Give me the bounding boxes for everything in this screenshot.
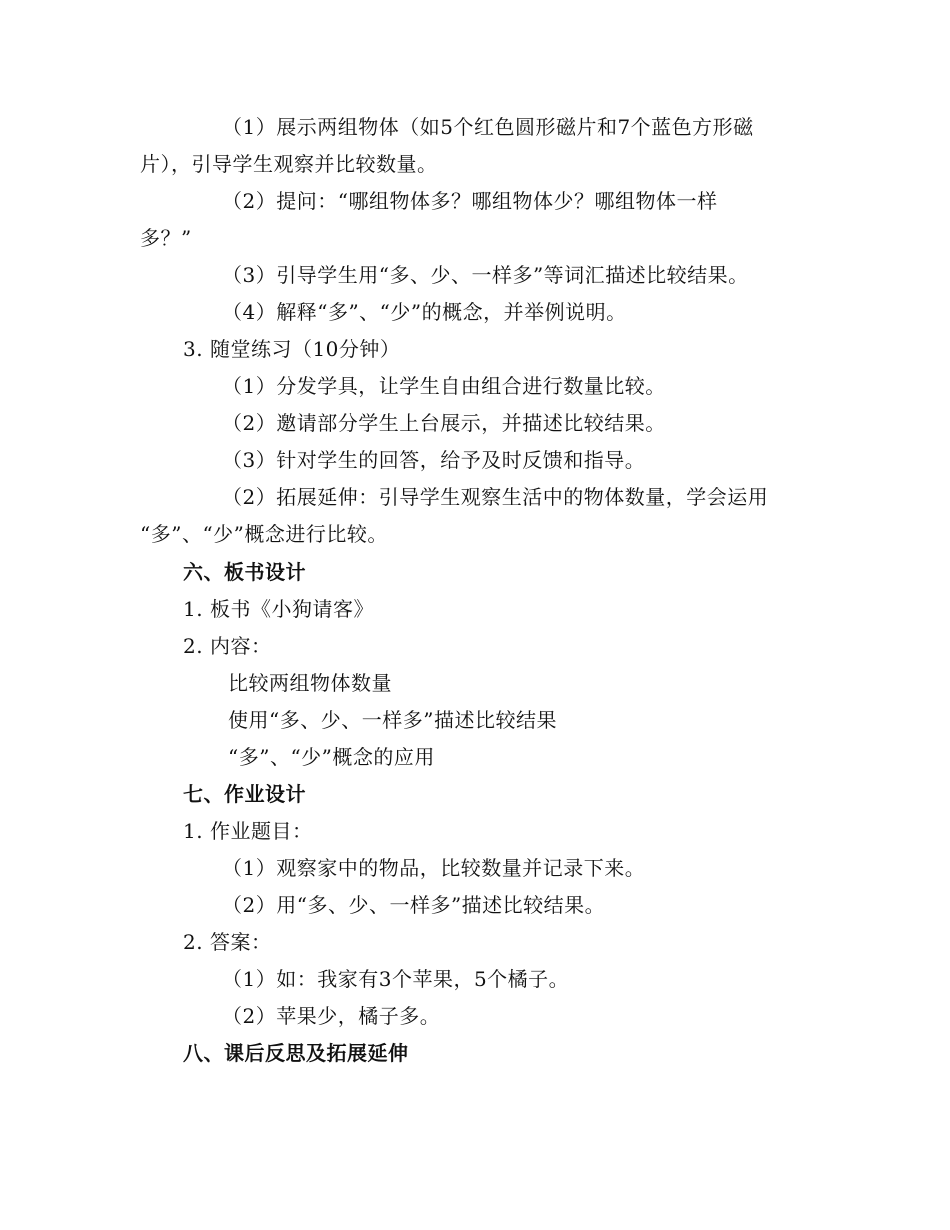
text-line: （1）分发学具，让学生自由组合进行数量比较。 <box>222 374 666 398</box>
section-heading: 七、作业设计 <box>183 782 306 806</box>
section-heading: 六、板书设计 <box>183 560 306 584</box>
text-line: （4）解释“多”、“少”的概念，并举例说明。 <box>222 300 627 324</box>
text-line: （2）提问：“哪组物体多？哪组物体少？哪组物体一样 <box>222 189 718 213</box>
list-item: 3. 随堂练习（10分钟） <box>183 337 401 361</box>
text-line: （2）拓展延伸：引导学生观察生活中的物体数量，学会运用 <box>222 485 769 509</box>
text-line: “多”、“少”概念的应用 <box>228 745 435 769</box>
section-heading: 八、课后反思及拓展延伸 <box>183 1041 409 1065</box>
text-line: （1）展示两组物体（如5个红色圆形磁片和7个蓝色方形磁 <box>222 115 754 139</box>
text-line: （1）观察家中的物品，比较数量并记录下来。 <box>222 856 646 880</box>
text-line: （1）如：我家有3个苹果，5个橘子。 <box>222 967 570 991</box>
text-line: 比较两组物体数量 <box>228 671 392 695</box>
text-line: （2）用“多、少、一样多”描述比较结果。 <box>222 893 606 917</box>
list-item: 1. 板书《小狗请客》 <box>183 597 374 621</box>
text-line: （3）引导学生用“多、少、一样多”等词汇描述比较结果。 <box>222 263 749 287</box>
list-item: 2. 内容： <box>183 634 272 658</box>
text-line: 多？” <box>140 226 192 250</box>
list-item: 2. 答案： <box>183 930 272 954</box>
list-item: 1. 作业题目： <box>183 819 313 843</box>
text-line: 片），引导学生观察并比较数量。 <box>140 152 438 176</box>
text-line: 使用“多、少、一样多”描述比较结果 <box>228 708 557 732</box>
text-line: （2）苹果少，橘子多。 <box>222 1004 441 1028</box>
text-line: （2）邀请部分学生上台展示，并描述比较结果。 <box>222 411 666 435</box>
text-line: （3）针对学生的回答，给予及时反馈和指导。 <box>222 448 646 472</box>
text-line: “多”、“少”概念进行比较。 <box>140 522 388 546</box>
